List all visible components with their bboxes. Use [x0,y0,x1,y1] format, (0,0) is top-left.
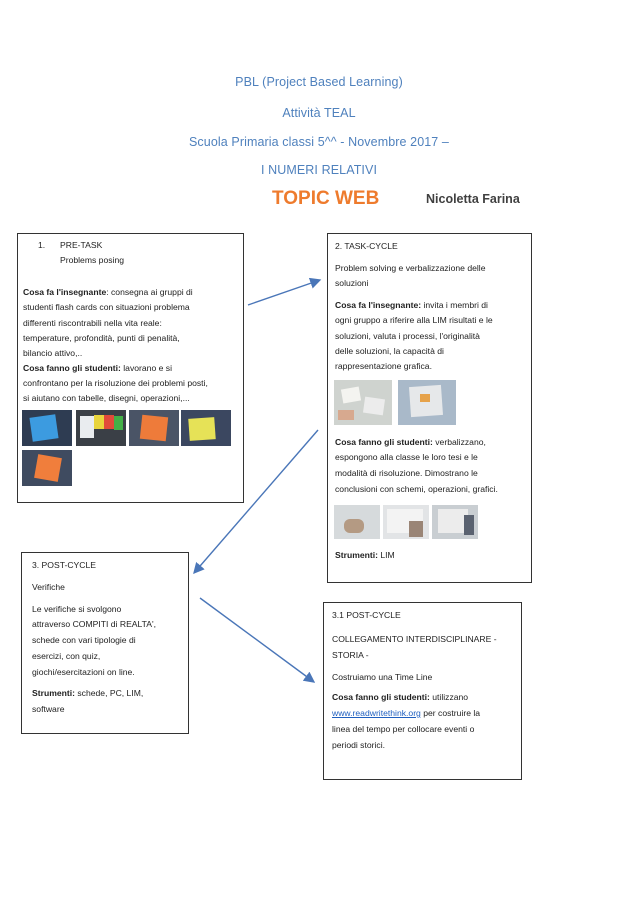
pre-task-number: 1. [38,240,46,250]
topic-web-title: TOPIC WEB [272,188,380,209]
classroom-photo [334,380,392,425]
post-p2-line-1: Le verifiche si svolgono [32,604,122,614]
teacher-line-5: bilancio attivo,.. [23,348,83,358]
task-teacher-line-3: soluzioni, valuta i processi, l'originalità [335,331,480,341]
post31-students-line-2: www.readwritethink.org per costruire la [332,708,481,718]
post-p2-line-5: giochi/esercitazioni on line. [32,667,135,677]
post-cycle-box [21,552,189,734]
flash-card-photo [22,450,72,486]
teacher-line-3: differenti riscontrabili nella vita reale: [23,318,162,328]
teacher-line-1: Cosa fa l'insegnante: consegna ai gruppi di [23,287,193,297]
whiteboard-photo [432,505,478,539]
post-cycle-title: 3. POST-CYCLE [32,560,96,570]
classroom-photo [398,380,456,425]
flash-card-photo [76,410,126,446]
post-p1: Verifiche [32,582,65,592]
post-p2-line-4: esercizi, con quiz, [32,651,101,661]
post31-p1-line-2: STORIA - [332,650,369,660]
teacher-line-2: studenti flash cards con situazioni problema [23,302,190,312]
post31-students-line-3: linea del tempo per collocare eventi o [332,724,475,734]
arrow-1-to-2 [248,280,320,305]
post-p2-line-3: schede con vari tipologie di [32,635,136,645]
task-students-line-1: Cosa fanno gli studenti: verbalizzano, [335,437,486,447]
header-subject: I NUMERI RELATIVI [260,163,378,177]
task-cycle-box [327,233,532,583]
pre-task-box [17,233,244,503]
flash-card-photo [181,410,231,446]
post-p2-line-2: attraverso COMPITI di REALTA', [32,619,157,629]
students-line-2: confrontano per la risoluzione dei problemi posti, [23,378,208,388]
post31-p1-line-1: COLLEGAMENTO INTERDISCIPLINARE - [332,634,497,644]
post-tools-line-1: Strumenti: schede, PC, LIM, [32,688,144,698]
author-name: Nicoletta Farina [426,192,520,206]
task-teacher-line-1: Cosa fa l'insegnante: invita i membri di [335,300,488,310]
arrow-3-to-31 [200,598,314,682]
students-line-3: si aiutano con tabelle, disegni, operazioni,... [23,393,190,403]
teacher-line-4: temperature, profondità, punti di penalità, [23,333,180,343]
header-school: Scuola Primaria classi 5^^ - Novembre 2017 – [189,135,449,149]
task-students-line-2: espongono alla classe le loro tesi e le [335,452,478,462]
post31-title: 3.1 POST-CYCLE [332,610,401,620]
task-teacher-line-2: ogni gruppo a riferire alla LIM risultati e le [335,315,493,325]
post31-p2: Costruiamo una Time Line [332,672,433,682]
post-cycle-3-1-box [323,602,522,780]
post31-students-line-1: Cosa fanno gli studenti: utilizzano [332,692,469,702]
readwritethink-link[interactable]: www.readwritethink.org [332,708,421,718]
task-students-line-3: modalità di risoluzione. Dimostrano le [335,468,478,478]
task-p1-line-1: Problem solving e verbalizzazione delle [335,263,486,273]
students-line-1: Cosa fanno gli studenti: lavorano e si [23,363,172,373]
task-teacher-line-4: delle soluzioni, la capacità di [335,346,444,356]
pre-task-subtitle: Problems posing [60,255,125,265]
task-teacher-line-5: rappresentazione grafica. [335,361,432,371]
task-p1-line-2: soluzioni [335,278,369,288]
task-tools-line: Strumenti: LIM [335,550,395,560]
post31-students-line-4: periodi storici. [332,740,386,750]
task-students-line-4: conclusioni con schemi, operazioni, grafici. [335,484,498,494]
whiteboard-photo [334,505,380,539]
header-activity: Attività TEAL [282,106,356,120]
flash-card-photo [129,410,179,446]
header-title: PBL (Project Based Learning) [235,75,403,89]
post-tools-line-2: software [32,704,65,714]
pre-task-title: PRE-TASK [60,240,103,250]
flash-card-photo [22,410,72,446]
task-cycle-title: 2. TASK-CYCLE [335,241,398,251]
whiteboard-photo [383,505,429,539]
